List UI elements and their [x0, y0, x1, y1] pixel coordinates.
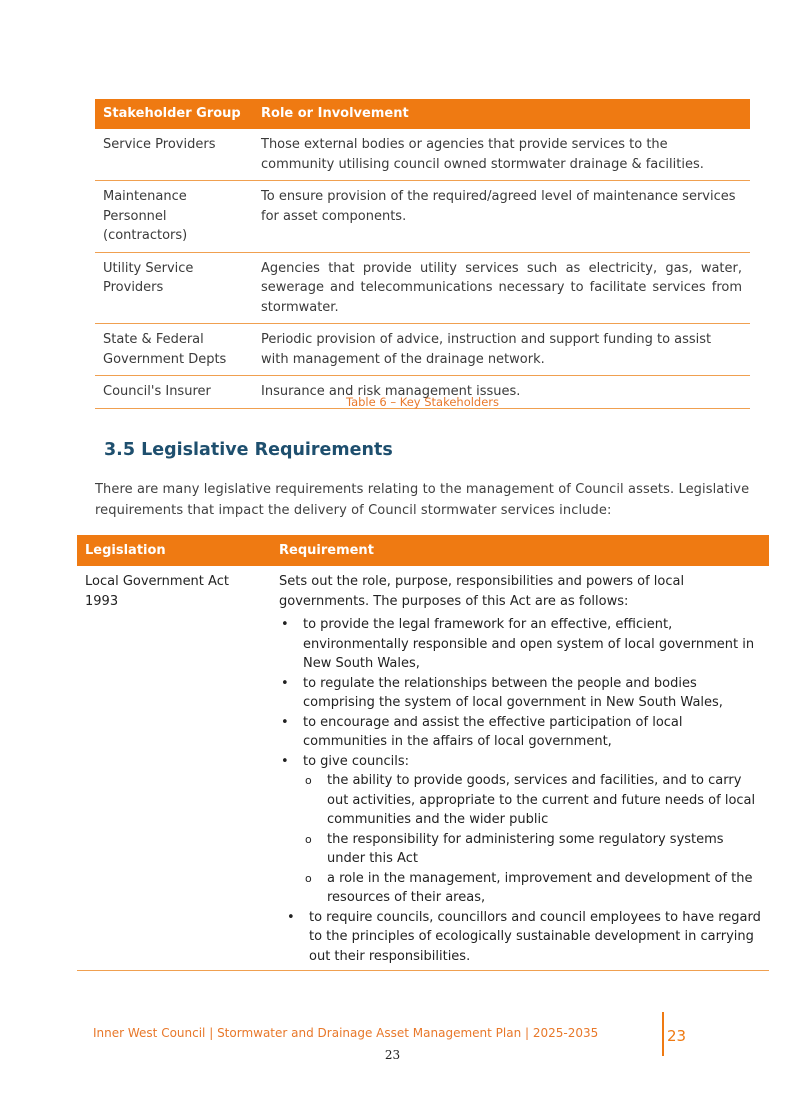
- legislation-name: Local Government Act 1993: [77, 566, 271, 971]
- stakeholder-group: Service Providers: [95, 129, 253, 181]
- table-row: [95, 181, 750, 253]
- table-row: [95, 324, 750, 376]
- sub-list-item: o the responsibility for administering some regulatory systems under this Act: [303, 830, 761, 869]
- requirement-cell: [271, 566, 769, 971]
- table-row: [77, 566, 769, 971]
- table-row: [95, 252, 750, 324]
- stakeholder-group: Council's Insurer: [95, 376, 253, 409]
- stakeholder-role: To ensure provision of the required/agreed level of maintenance services for asset components.: [253, 181, 750, 253]
- section-intro: There are many legislative requirements relating to the management of Council assets. Legislative requirements that impact the delivery of Council stormwater services include:: [95, 482, 750, 518]
- purpose-list: [279, 615, 761, 966]
- table-header-row: [95, 99, 750, 129]
- stakeholder-role: Those external bodies or agencies that provide services to the community utilising council owned stormwater drainage & facilities.: [253, 129, 750, 181]
- stakeholder-role: Insurance and risk management issues.: [253, 376, 750, 409]
- list-item: • to encourage and assist the effective participation of local communities in the affairs of local government,: [279, 713, 761, 752]
- requirement-lead: Sets out the role, purpose, responsibilities and powers of local governments. The purposes of this Act are as follows:: [279, 574, 685, 609]
- stakeholder-group: Utility Service Providers: [95, 252, 253, 324]
- list-item: • to require councils, councillors and council employees to have regard to the principles of ecologically sustainable development in carrying out their responsibilities.: [285, 908, 761, 967]
- header-legislation: Legislation: [77, 535, 271, 566]
- table-caption: Table 6 – Key Stakeholders: [345, 395, 500, 409]
- stakeholder-table: [95, 99, 750, 409]
- stakeholder-role: Agencies that provide utility services such as electricity, gas, water, sewerage and telecommunications necessary to facilitate services from stormwater.: [253, 252, 750, 324]
- table-header-row: [77, 535, 769, 566]
- sub-list: [303, 771, 761, 908]
- header-role: Role or Involvement: [253, 99, 750, 129]
- list-item-text: to give councils:: [303, 753, 409, 769]
- footer-title: Inner West Council | Stormwater and Drainage Asset Management Plan | 2025-2035: [93, 1026, 599, 1040]
- stakeholder-group: State & Federal Government Depts: [95, 324, 253, 376]
- footer-page-number: 23: [667, 1027, 687, 1045]
- legislation-table: [77, 535, 769, 971]
- stakeholder-role: Periodic provision of advice, instruction and support funding to assist with management of the drainage network.: [253, 324, 750, 376]
- list-item: • to regulate the relationships between the people and bodies comprising the system of local government in New South Wales,: [279, 674, 761, 713]
- sub-list-item: o the ability to provide goods, services and facilities, and to carry out activities, appropriate to the current and future needs of local communities and the wider public: [303, 771, 761, 830]
- section-title: 3.5 Legislative Requirements: [104, 440, 393, 460]
- header-requirement: Requirement: [271, 535, 769, 566]
- header-stakeholder-group: Stakeholder Group: [95, 99, 253, 129]
- page-number: 23: [384, 1048, 401, 1062]
- list-item: • to provide the legal framework for an effective, efficient, environmentally responsible and open system of local government in New South Wales,: [279, 615, 761, 674]
- stakeholder-group: Maintenance Personnel (contractors): [95, 181, 253, 253]
- sub-list-item: o a role in the management, improvement and development of the resources of their areas,: [303, 869, 761, 908]
- list-item: [279, 752, 761, 908]
- table-row: [95, 129, 750, 181]
